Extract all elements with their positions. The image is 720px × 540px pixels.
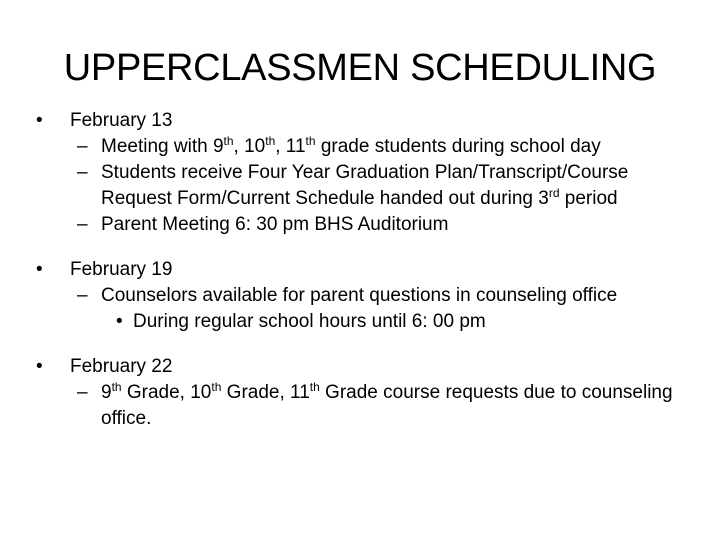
bullet-heading: February 19 bbox=[70, 259, 173, 280]
sub-bullet-item bbox=[36, 160, 696, 212]
bullet-icon: • bbox=[36, 356, 43, 377]
bullet-group-feb-13 bbox=[36, 108, 696, 238]
dash-icon: – bbox=[77, 214, 88, 235]
bullet-group-feb-22 bbox=[36, 354, 696, 432]
sub-bullet-item bbox=[36, 212, 696, 238]
sub-bullet-text: Meeting with 9th, 10th, 11th grade students during school day bbox=[101, 134, 601, 157]
bullet-icon: • bbox=[116, 311, 123, 332]
bullet-icon: • bbox=[36, 110, 43, 131]
slide-title: UPPERCLASSMEN SCHEDULING bbox=[63, 47, 657, 89]
dash-icon: – bbox=[77, 162, 88, 183]
bullet-item bbox=[36, 108, 696, 134]
sub-sub-bullet-item bbox=[36, 309, 696, 335]
bullet-icon: • bbox=[36, 259, 43, 280]
bullet-heading: February 22 bbox=[70, 356, 173, 377]
sub-bullet-item bbox=[36, 283, 696, 309]
bullet-item bbox=[36, 354, 696, 380]
dash-icon: – bbox=[77, 382, 88, 403]
dash-icon: – bbox=[77, 285, 88, 306]
sub-bullet-item bbox=[36, 134, 696, 160]
sub-bullet-text: 9th Grade, 10th Grade, 11th Grade course requests due to counseling office. bbox=[101, 380, 673, 429]
sub-bullet-text: Parent Meeting 6: 30 pm BHS Auditorium bbox=[101, 214, 449, 235]
bullet-heading: February 13 bbox=[70, 110, 173, 131]
sub-sub-bullet-text: During regular school hours until 6: 00 pm bbox=[133, 311, 486, 332]
sub-bullet-text: Students receive Four Year Graduation Plan/Transcript/Course Request Form/Current Schedule handed out during 3rd period bbox=[101, 162, 629, 209]
dash-icon: – bbox=[77, 136, 88, 157]
bullet-group-feb-19 bbox=[36, 257, 696, 335]
sub-bullet-text: Counselors available for parent questions in counseling office bbox=[101, 285, 618, 306]
sub-bullet-item bbox=[36, 380, 696, 432]
bullet-item bbox=[36, 257, 696, 283]
slide-content bbox=[36, 108, 696, 451]
